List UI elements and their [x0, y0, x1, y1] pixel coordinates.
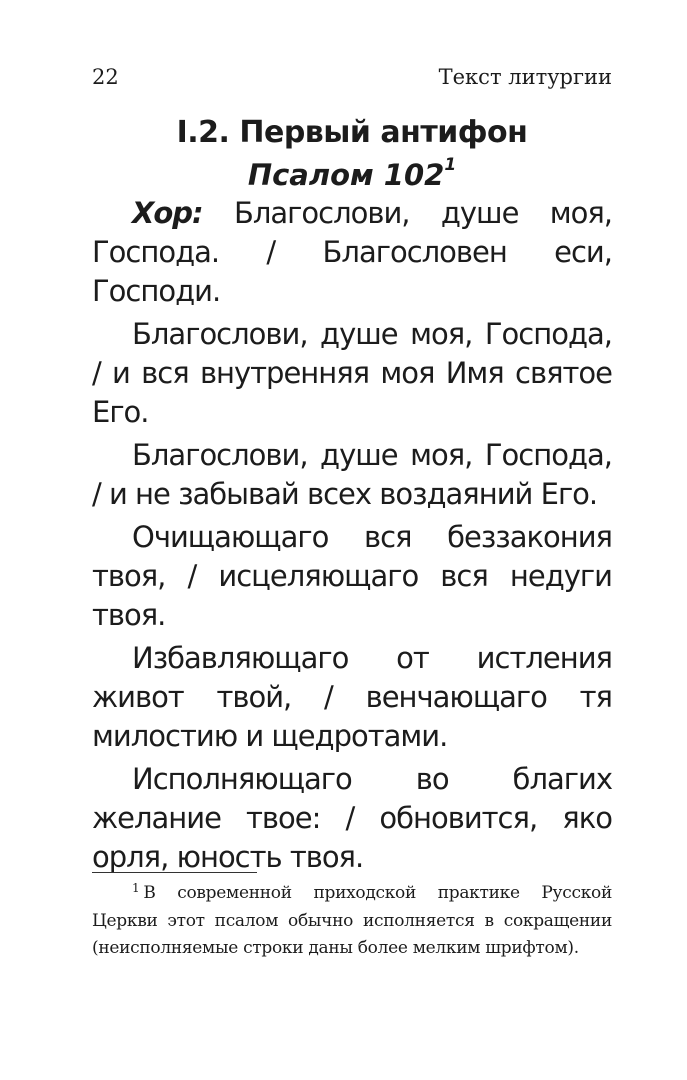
footnote-mark: 1 [132, 881, 140, 895]
footnote [92, 880, 612, 962]
running-title: Текст литургии [438, 65, 612, 89]
verse-2: Благослови, душе моя, Господа, / и вся внутренняя моя Имя святое Его. [92, 317, 612, 429]
section-title: I.2. Первый антифон [176, 115, 528, 150]
footnote-reference: 1 [444, 155, 457, 176]
footnote-divider [92, 872, 257, 873]
page-number: 22 [92, 65, 119, 89]
psalm-subtitle-text: Псалом 102 [247, 158, 445, 192]
psalm-subtitle [92, 154, 612, 196]
verse-4: Очищающаго вся беззакония твоя, / исцеляющаго вся недуги твоя. [92, 520, 612, 632]
verse-6: Исполняющаго во благих желание твое: / обновится, яко орля, юность твоя. [92, 762, 612, 874]
verse-1 [92, 194, 612, 311]
choir-label: Хор: [132, 196, 203, 230]
verse-3: Благослови, душе моя, Господа, / и не забывай всех воздаяний Его. [92, 438, 612, 511]
section-heading [92, 112, 612, 196]
running-head [92, 62, 612, 92]
psalm-text [92, 194, 612, 877]
footnote-text: В современной приходской практике Русской Церкви этот псалом обычно исполняется в сокращении (неисполняемые строки даны более мелким шрифтом). [92, 883, 612, 958]
verse-text: Благослови, душе моя, Господа. / Благословен еси, Господи. [92, 196, 612, 308]
verse-5: Избавляющаго от истления живот твой, / венчающаго тя милостию и щедротами. [92, 641, 612, 753]
